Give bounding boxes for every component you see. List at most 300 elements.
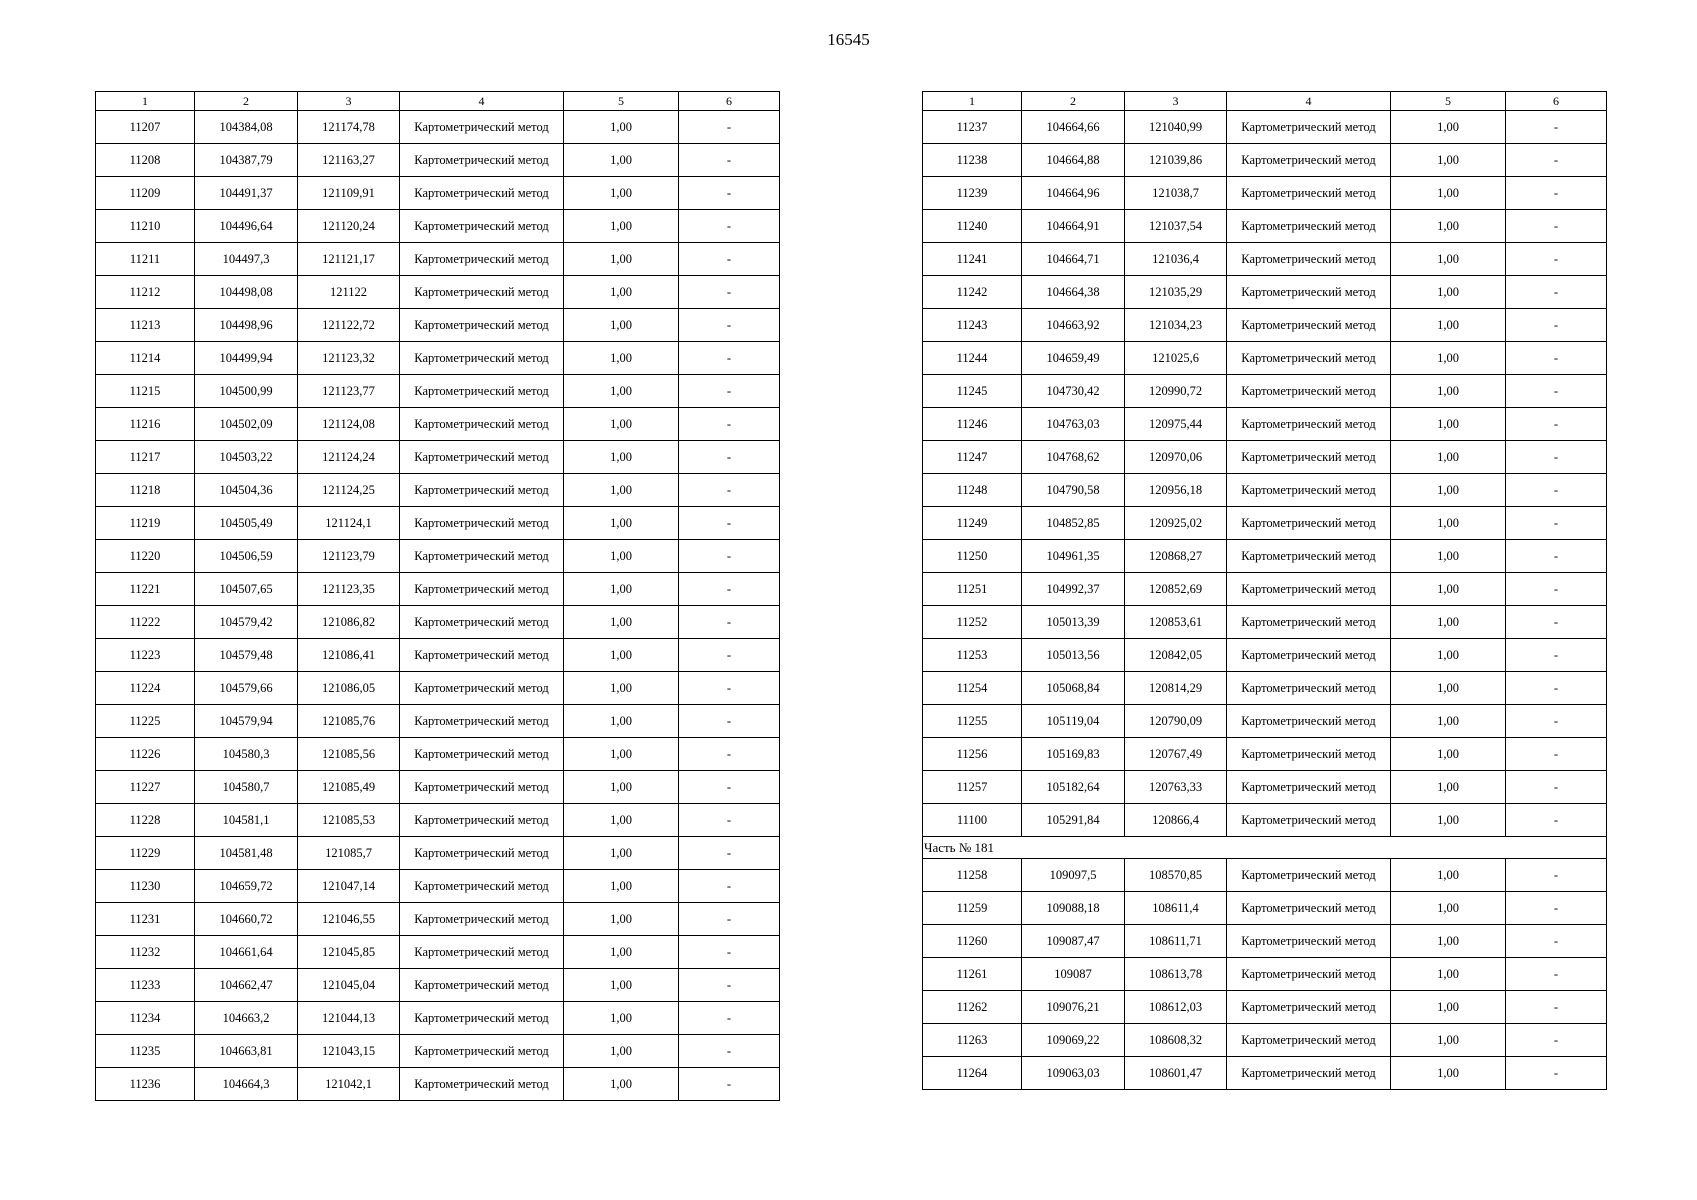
point-number-cell: 11249 [923,507,1022,540]
table-row [923,507,1607,540]
y-coordinate-cell: 121122 [298,276,400,309]
description-cell: - [1506,771,1607,804]
accuracy-cell: 1,00 [564,144,679,177]
method-cell: Картометрический метод [1227,958,1391,991]
x-coordinate-cell: 104663,81 [195,1035,298,1068]
x-coordinate-cell: 104661,64 [195,936,298,969]
y-coordinate-cell: 121043,15 [298,1035,400,1068]
accuracy-cell: 1,00 [1391,925,1506,958]
method-cell: Картометрический метод [400,309,564,342]
point-number-cell: 11227 [96,771,195,804]
point-number-cell: 11241 [923,243,1022,276]
x-coordinate-cell: 104663,2 [195,1002,298,1035]
description-cell: - [679,969,780,1002]
method-cell: Картометрический метод [400,639,564,672]
method-cell: Картометрический метод [1227,375,1391,408]
y-coordinate-cell: 121037,54 [1125,210,1227,243]
method-cell: Картометрический метод [1227,606,1391,639]
accuracy-cell: 1,00 [1391,177,1506,210]
x-coordinate-cell: 105013,56 [1022,639,1125,672]
y-coordinate-cell: 121086,05 [298,672,400,705]
y-coordinate-cell: 121124,08 [298,408,400,441]
x-coordinate-cell: 109088,18 [1022,892,1125,925]
accuracy-cell: 1,00 [1391,1057,1506,1090]
description-cell: - [1506,606,1607,639]
point-number-cell: 11247 [923,441,1022,474]
table-row [923,771,1607,804]
method-cell: Картометрический метод [1227,144,1391,177]
y-coordinate-cell: 121123,35 [298,573,400,606]
description-cell: - [679,342,780,375]
accuracy-cell: 1,00 [564,672,679,705]
table-row [96,705,780,738]
method-cell: Картометрический метод [1227,342,1391,375]
point-number-cell: 11219 [96,507,195,540]
accuracy-cell: 1,00 [564,1068,679,1101]
y-coordinate-cell: 121046,55 [298,903,400,936]
description-cell: - [1506,958,1607,991]
method-cell: Картометрический метод [400,342,564,375]
x-coordinate-cell: 104659,72 [195,870,298,903]
accuracy-cell: 1,00 [564,903,679,936]
table-row [96,771,780,804]
y-coordinate-cell: 120925,02 [1125,507,1227,540]
y-coordinate-cell: 121123,32 [298,342,400,375]
table-row [923,1024,1607,1057]
y-coordinate-cell: 121044,13 [298,1002,400,1035]
x-coordinate-cell: 104664,88 [1022,144,1125,177]
y-coordinate-cell: 121085,7 [298,837,400,870]
x-coordinate-cell: 104662,47 [195,969,298,1002]
description-cell: - [679,672,780,705]
description-cell: - [679,738,780,771]
method-cell: Картометрический метод [1227,892,1391,925]
y-coordinate-cell: 121085,49 [298,771,400,804]
accuracy-cell: 1,00 [564,606,679,639]
table-row [923,892,1607,925]
y-coordinate-cell: 120970,06 [1125,441,1227,474]
method-cell: Картометрический метод [400,243,564,276]
accuracy-cell: 1,00 [1391,540,1506,573]
x-coordinate-cell: 104580,3 [195,738,298,771]
point-number-cell: 11242 [923,276,1022,309]
method-cell: Картометрический метод [400,408,564,441]
x-coordinate-cell: 104663,92 [1022,309,1125,342]
table-row [923,342,1607,375]
y-coordinate-cell: 120790,09 [1125,705,1227,738]
description-cell: - [679,309,780,342]
point-number-cell: 11233 [96,969,195,1002]
description-cell: - [679,111,780,144]
table-row [923,1057,1607,1090]
method-cell: Картометрический метод [400,441,564,474]
accuracy-cell: 1,00 [1391,144,1506,177]
point-number-cell: 11232 [96,936,195,969]
table-row [96,903,780,936]
table-row [923,144,1607,177]
y-coordinate-cell: 121039,86 [1125,144,1227,177]
method-cell: Картометрический метод [1227,474,1391,507]
description-cell: - [1506,892,1607,925]
x-coordinate-cell: 104500,99 [195,375,298,408]
y-coordinate-cell: 108570,85 [1125,859,1227,892]
description-cell: - [1506,639,1607,672]
y-coordinate-cell: 108611,4 [1125,892,1227,925]
x-coordinate-cell: 109087 [1022,958,1125,991]
x-coordinate-cell: 104498,96 [195,309,298,342]
section-label: Часть № 181 [923,837,1607,859]
method-cell: Картометрический метод [1227,639,1391,672]
x-coordinate-cell: 104505,49 [195,507,298,540]
description-cell: - [1506,177,1607,210]
description-cell: - [1506,309,1607,342]
x-coordinate-cell: 104497,3 [195,243,298,276]
table-row [96,441,780,474]
point-number-cell: 11213 [96,309,195,342]
method-cell: Картометрический метод [400,936,564,969]
method-cell: Картометрический метод [1227,1024,1391,1057]
description-cell: - [1506,804,1607,837]
point-number-cell: 11220 [96,540,195,573]
x-coordinate-cell: 105182,64 [1022,771,1125,804]
table-row [923,276,1607,309]
description-cell: - [1506,276,1607,309]
y-coordinate-cell: 120814,29 [1125,672,1227,705]
description-cell: - [679,573,780,606]
point-number-cell: 11215 [96,375,195,408]
accuracy-cell: 1,00 [1391,771,1506,804]
method-cell: Картометрический метод [400,507,564,540]
table-row [923,991,1607,1024]
y-coordinate-cell: 121035,29 [1125,276,1227,309]
table-row [96,342,780,375]
table-row [96,969,780,1002]
table-row [96,804,780,837]
point-number-cell: 11230 [96,870,195,903]
method-cell: Картометрический метод [1227,925,1391,958]
y-coordinate-cell: 121038,7 [1125,177,1227,210]
x-coordinate-cell: 104387,79 [195,144,298,177]
description-cell: - [1506,540,1607,573]
method-cell: Картометрический метод [1227,738,1391,771]
y-coordinate-cell: 108611,71 [1125,925,1227,958]
description-cell: - [1506,210,1607,243]
description-cell: - [1506,1057,1607,1090]
accuracy-cell: 1,00 [1391,639,1506,672]
description-cell: - [679,1068,780,1101]
accuracy-cell: 1,00 [564,771,679,804]
method-cell: Картометрический метод [400,672,564,705]
x-coordinate-cell: 104579,66 [195,672,298,705]
point-number-cell: 11258 [923,859,1022,892]
accuracy-cell: 1,00 [1391,738,1506,771]
table-row [96,276,780,309]
method-cell: Картометрический метод [400,177,564,210]
table-row [96,507,780,540]
point-number-cell: 11257 [923,771,1022,804]
x-coordinate-cell: 105068,84 [1022,672,1125,705]
accuracy-cell: 1,00 [564,177,679,210]
table-row [923,210,1607,243]
description-cell: - [679,177,780,210]
table-row [96,540,780,573]
table-row [96,1068,780,1101]
y-coordinate-cell: 108601,47 [1125,1057,1227,1090]
point-number-cell: 11217 [96,441,195,474]
description-cell: - [679,243,780,276]
section-header [923,837,1607,859]
point-number-cell: 11253 [923,639,1022,672]
x-coordinate-cell: 104579,48 [195,639,298,672]
description-cell: - [1506,408,1607,441]
table-row [96,408,780,441]
x-coordinate-cell: 105119,04 [1022,705,1125,738]
y-coordinate-cell: 121036,4 [1125,243,1227,276]
table-row [96,639,780,672]
accuracy-cell: 1,00 [564,408,679,441]
point-number-cell: 11214 [96,342,195,375]
table-row [923,672,1607,705]
table-row [96,1002,780,1035]
accuracy-cell: 1,00 [564,375,679,408]
y-coordinate-cell: 121085,53 [298,804,400,837]
accuracy-cell: 1,00 [564,540,679,573]
x-coordinate-cell: 104499,94 [195,342,298,375]
description-cell: - [679,771,780,804]
point-number-cell: 11262 [923,991,1022,1024]
method-cell: Картометрический метод [1227,177,1391,210]
x-coordinate-cell: 104664,3 [195,1068,298,1101]
table-row [96,177,780,210]
table-row [923,804,1607,837]
section-table-body [923,859,1607,1090]
description-cell: - [679,375,780,408]
method-cell: Картометрический метод [400,870,564,903]
y-coordinate-cell: 121045,85 [298,936,400,969]
point-number-cell: 11263 [923,1024,1022,1057]
accuracy-cell: 1,00 [564,507,679,540]
method-cell: Картометрический метод [1227,672,1391,705]
table-row [96,936,780,969]
point-number-cell: 11212 [96,276,195,309]
point-number-cell: 11208 [96,144,195,177]
point-number-cell: 11229 [96,837,195,870]
x-coordinate-cell: 104581,1 [195,804,298,837]
point-number-cell: 11244 [923,342,1022,375]
method-cell: Картометрический метод [400,540,564,573]
table-row [96,738,780,771]
description-cell: - [679,144,780,177]
description-cell: - [679,804,780,837]
table-row [96,837,780,870]
point-number-cell: 11250 [923,540,1022,573]
point-number-cell: 11209 [96,177,195,210]
description-cell: - [679,705,780,738]
method-cell: Картометрический метод [400,606,564,639]
point-number-cell: 11255 [923,705,1022,738]
description-cell: - [679,639,780,672]
x-coordinate-cell: 104498,08 [195,276,298,309]
table-row [923,925,1607,958]
method-cell: Картометрический метод [400,705,564,738]
point-number-cell: 11223 [96,639,195,672]
x-coordinate-cell: 105013,39 [1022,606,1125,639]
description-cell: - [1506,474,1607,507]
table-row [923,705,1607,738]
description-cell: - [1506,243,1607,276]
description-cell: - [679,210,780,243]
description-cell: - [1506,144,1607,177]
x-coordinate-cell: 104660,72 [195,903,298,936]
y-coordinate-cell: 121124,25 [298,474,400,507]
point-number-cell: 11235 [96,1035,195,1068]
x-coordinate-cell: 104992,37 [1022,573,1125,606]
table-row [923,375,1607,408]
point-number-cell: 11222 [96,606,195,639]
y-coordinate-cell: 120990,72 [1125,375,1227,408]
method-cell: Картометрический метод [1227,243,1391,276]
description-cell: - [1506,573,1607,606]
accuracy-cell: 1,00 [564,837,679,870]
method-cell: Картометрический метод [1227,276,1391,309]
accuracy-cell: 1,00 [1391,342,1506,375]
y-coordinate-cell: 121163,27 [298,144,400,177]
accuracy-cell: 1,00 [1391,859,1506,892]
accuracy-cell: 1,00 [1391,991,1506,1024]
column-header: 3 [1125,92,1227,111]
table-row [923,441,1607,474]
description-cell: - [679,276,780,309]
point-number-cell: 11225 [96,705,195,738]
accuracy-cell: 1,00 [1391,573,1506,606]
table-header-row [96,92,780,111]
table-row [923,111,1607,144]
column-header: 4 [400,92,564,111]
description-cell: - [1506,991,1607,1024]
description-cell: - [679,507,780,540]
point-number-cell: 11239 [923,177,1022,210]
x-coordinate-cell: 109069,22 [1022,1024,1125,1057]
accuracy-cell: 1,00 [564,936,679,969]
x-coordinate-cell: 104852,85 [1022,507,1125,540]
table-row [923,408,1607,441]
method-cell: Картометрический метод [1227,991,1391,1024]
point-number-cell: 11231 [96,903,195,936]
point-number-cell: 11240 [923,210,1022,243]
accuracy-cell: 1,00 [564,474,679,507]
point-number-cell: 11221 [96,573,195,606]
accuracy-cell: 1,00 [1391,276,1506,309]
column-header: 2 [1022,92,1125,111]
x-coordinate-cell: 104579,94 [195,705,298,738]
description-cell: - [679,474,780,507]
method-cell: Картометрический метод [400,1068,564,1101]
table-row [96,375,780,408]
accuracy-cell: 1,00 [564,243,679,276]
point-number-cell: 11251 [923,573,1022,606]
point-number-cell: 11260 [923,925,1022,958]
accuracy-cell: 1,00 [1391,441,1506,474]
y-coordinate-cell: 121124,24 [298,441,400,474]
accuracy-cell: 1,00 [564,639,679,672]
accuracy-cell: 1,00 [1391,375,1506,408]
table-body [923,111,1607,837]
table-row [96,606,780,639]
x-coordinate-cell: 109076,21 [1022,991,1125,1024]
point-number-cell: 11236 [96,1068,195,1101]
table-row [96,210,780,243]
accuracy-cell: 1,00 [1391,958,1506,991]
y-coordinate-cell: 121086,41 [298,639,400,672]
method-cell: Картометрический метод [1227,859,1391,892]
x-coordinate-cell: 104961,35 [1022,540,1125,573]
accuracy-cell: 1,00 [1391,111,1506,144]
accuracy-cell: 1,00 [564,969,679,1002]
x-coordinate-cell: 104580,7 [195,771,298,804]
method-cell: Картометрический метод [400,837,564,870]
point-number-cell: 11238 [923,144,1022,177]
method-cell: Картометрический метод [1227,705,1391,738]
description-cell: - [679,1002,780,1035]
x-coordinate-cell: 104790,58 [1022,474,1125,507]
x-coordinate-cell: 104502,09 [195,408,298,441]
table-row [923,639,1607,672]
table-row [923,738,1607,771]
point-number-cell: 11243 [923,309,1022,342]
accuracy-cell: 1,00 [564,309,679,342]
description-cell: - [679,441,780,474]
method-cell: Картометрический метод [400,969,564,1002]
method-cell: Картометрический метод [400,276,564,309]
description-cell: - [1506,672,1607,705]
table-row [96,1035,780,1068]
table-row [923,859,1607,892]
column-header: 1 [96,92,195,111]
y-coordinate-cell: 121045,04 [298,969,400,1002]
accuracy-cell: 1,00 [564,276,679,309]
y-coordinate-cell: 121034,23 [1125,309,1227,342]
description-cell: - [1506,925,1607,958]
point-number-cell: 11252 [923,606,1022,639]
table-row [96,573,780,606]
point-number-cell: 11256 [923,738,1022,771]
table-row [96,144,780,177]
method-cell: Картометрический метод [1227,573,1391,606]
description-cell: - [679,870,780,903]
method-cell: Картометрический метод [1227,111,1391,144]
point-number-cell: 11264 [923,1057,1022,1090]
table-row [923,540,1607,573]
y-coordinate-cell: 121122,72 [298,309,400,342]
method-cell: Картометрический метод [400,804,564,837]
table-row [923,958,1607,991]
point-number-cell: 11100 [923,804,1022,837]
x-coordinate-cell: 104503,22 [195,441,298,474]
point-number-cell: 11259 [923,892,1022,925]
table-row [96,243,780,276]
table-row [96,309,780,342]
method-cell: Картометрический метод [1227,771,1391,804]
method-cell: Картометрический метод [400,903,564,936]
y-coordinate-cell: 121025,6 [1125,342,1227,375]
x-coordinate-cell: 104664,38 [1022,276,1125,309]
x-coordinate-cell: 109063,03 [1022,1057,1125,1090]
point-number-cell: 11261 [923,958,1022,991]
point-number-cell: 11254 [923,672,1022,705]
description-cell: - [1506,705,1607,738]
column-header: 1 [923,92,1022,111]
description-cell: - [1506,1024,1607,1057]
